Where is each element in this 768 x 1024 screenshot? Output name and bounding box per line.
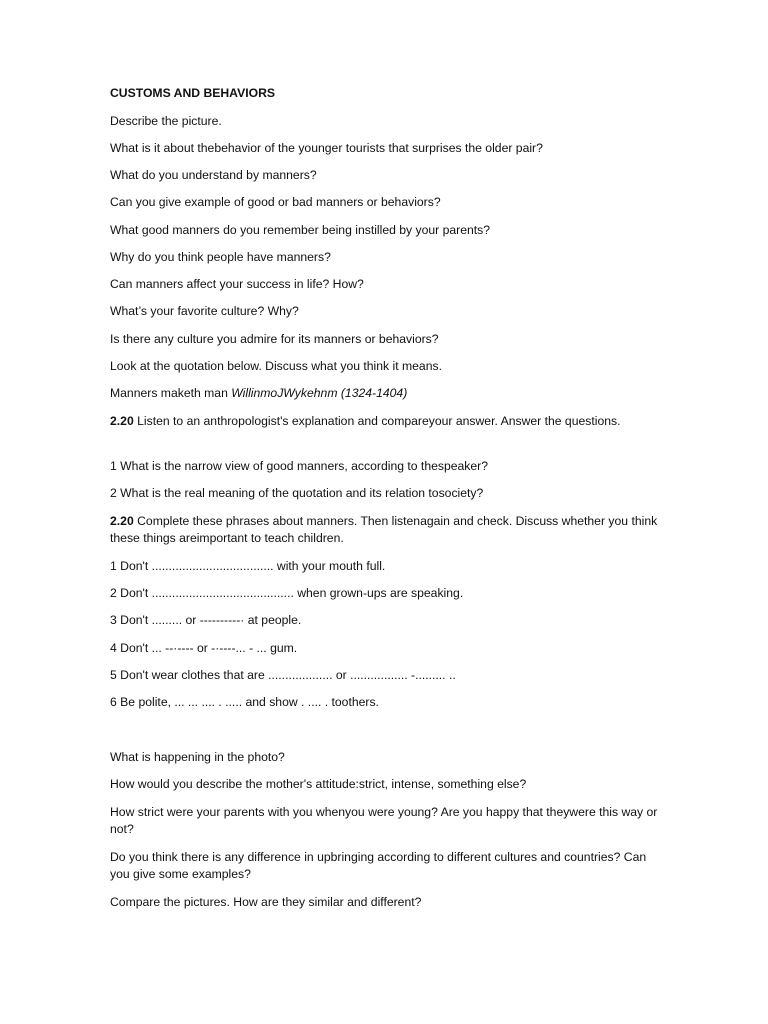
quotation-attribution: WillinmoJWykehnm (1324-1404)	[231, 386, 408, 400]
phrase-1: 1 Don't .................................... with your mouth full.	[110, 559, 386, 573]
question-understand-manners: What do you understand by manners?	[110, 168, 317, 182]
listening-instruction-2	[110, 513, 662, 547]
question-younger-tourists: What is it about thebehavior of the younger tourists that surprises the older pair?	[110, 141, 543, 155]
question-why-manners: Why do you think people have manners?	[110, 250, 331, 264]
quotation-text: Manners maketh man	[110, 386, 232, 400]
listening-question-1: 1 What is the narrow view of good manners, according to thespeaker?	[110, 459, 489, 473]
listening-question-2: 2 What is the real meaning of the quotation and its relation tosociety?	[110, 486, 484, 500]
question-upbringing-cultures: Do you think there is any difference in upbringing according to different cultures and countries? Can you give some examples?	[110, 850, 647, 881]
instruction-text: Complete these phrases about manners. Then listenagain and check. Discuss whether you think these things areimportant to teach children.	[110, 514, 658, 545]
question-happening-photo: What is happening in the photo?	[110, 750, 285, 764]
question-mother-attitude: How would you describe the mother's attitude:strict, intense, something else?	[110, 777, 527, 791]
phrase-3: 3 Don't ......... or ----------· at people.	[110, 613, 302, 627]
question-instilled-manners: What good manners do you remember being instilled by your parents?	[110, 223, 491, 237]
listening-instruction-1	[110, 413, 662, 430]
exercise-number: 2.20	[110, 414, 134, 428]
question-favorite-culture: What’s your favorite culture? Why?	[110, 304, 299, 318]
question-admire-culture: Is there any culture you admire for its manners or behaviors?	[110, 332, 439, 346]
question-strict-parents: How strict were your parents with you whenyou were young? Are you happy that theywere this way or not?	[110, 805, 658, 836]
phrase-5: 5 Don't wear clothes that are ................... or ................. -......... ..	[110, 668, 456, 682]
question-describe-picture: Describe the picture.	[110, 114, 222, 128]
phrase-6: 6 Be polite, ... ... .... . ..... and show . .... . toothers.	[110, 695, 379, 709]
document-title: CUSTOMS AND BEHAVIORS	[110, 86, 275, 100]
quotation	[110, 385, 407, 402]
question-good-bad-manners: Can you give example of good or bad manners or behaviors?	[110, 195, 441, 209]
question-success-in-life: Can manners affect your success in life? How?	[110, 277, 364, 291]
exercise-number: 2.20	[110, 514, 134, 528]
phrase-2: 2 Don't .......................................... when grown-ups are speaking.	[110, 586, 464, 600]
question-compare-pictures: Compare the pictures. How are they similar and different?	[110, 895, 422, 909]
phrase-4: 4 Don't ... --·---- or -·----... - ... gum.	[110, 641, 298, 655]
question-quotation: Look at the quotation below. Discuss what you think it means.	[110, 359, 442, 373]
instruction-text: Listen to an anthropologist's explanation and compareyour answer. Answer the questions.	[133, 414, 621, 428]
